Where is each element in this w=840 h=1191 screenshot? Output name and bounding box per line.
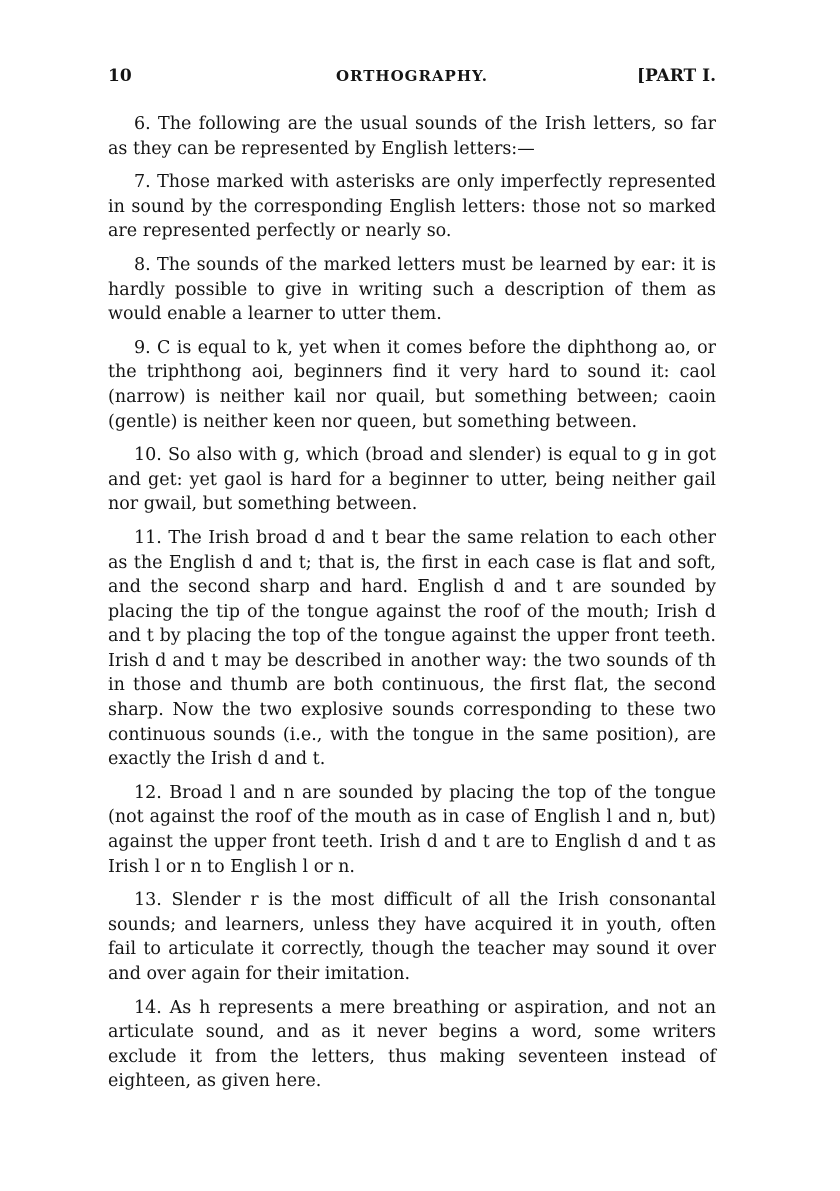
paragraph-number: 13. (134, 890, 162, 911)
paragraph-text: C is equal to k, yet when it comes before the diphthong ao, or the triphthong aoi, beginners find it very hard to sound it: caol (narrow) is neither kail nor quail, but something between; caoin (gentle) is neither keen nor queen, but something between. (108, 337, 716, 432)
paragraph-13 (108, 888, 716, 986)
paragraph-12 (108, 781, 716, 879)
paragraph-9 (108, 336, 716, 434)
book-page (108, 66, 716, 1103)
paragraph-text: Those marked with asterisks are only imperfectly represented in sound by the corresponding English letters: those not so marked are represented perfectly or nearly so. (108, 172, 716, 242)
paragraph-text: The following are the usual sounds of the Irish letters, so far as they can be represented by English letters:— (108, 114, 716, 159)
paragraph-7 (108, 170, 716, 244)
paragraph-8 (108, 253, 716, 327)
paragraph-text: The Irish broad d and t bear the same relation to each other as the English d and t; that is, the first in each case is flat and soft, and the second sharp and hard. English d and t are sounded by placing the tip of the tongue against the roof of the mouth; Irish d and t by placing the top of the tongue against the upper front teeth. Irish d and t may be described in another way: the two sounds of th in those and thumb are both continuous, the first flat, the second sharp. Now the two explosive sounds corresponding to these two continuous sounds (i.e., with the tongue in the same position), are exactly the Irish d and t. (108, 527, 716, 770)
paragraph-number: 8. (134, 254, 151, 275)
running-header (108, 66, 716, 88)
paragraph-text: As h represents a mere breathing or aspiration, and not an articulate sound, and as it never begins a word, some writers exclude it from the letters, thus making seventeen instead of eighteen, as given here. (108, 997, 716, 1092)
paragraph-text: Slender r is the most difficult of all the Irish consonantal sounds; and learners, unless they have acquired it in youth, often fail to articulate it correctly, though the teacher may sound it over and over again for their imitation. (108, 890, 716, 984)
paragraph-14 (108, 996, 716, 1094)
paragraph-11 (108, 526, 716, 772)
paragraph-number: 9. (134, 337, 151, 358)
paragraph-number: 14. (134, 997, 162, 1018)
paragraph-text: So also with g, which (broad and slender) is equal to g in got and get: yet gaol is hard for a beginner to utter, being neither gail nor gwail, but something between. (108, 445, 716, 515)
paragraph-10 (108, 443, 716, 517)
paragraph-text: Broad l and n are sounded by placing the top of the tongue (not against the roof of the mouth as in case of English l and n, but) against the upper front teeth. Irish d and t are to English d and t as Irish l or n to English l or n. (108, 782, 716, 877)
paragraph-number: 7. (134, 172, 151, 193)
running-title: ORTHOGRAPHY. (335, 67, 489, 85)
paragraph-number: 12. (134, 782, 162, 803)
part-label: [PART I. (636, 66, 716, 86)
paragraph-text: The sounds of the marked letters must be learned by ear: it is hardly possible to give in writing such a description of them as would enable a learner to utter them. (108, 254, 716, 325)
paragraph-number: 10. (134, 445, 162, 466)
page-number: 10 (108, 66, 132, 86)
paragraph-6 (108, 112, 716, 161)
paragraph-number: 6. (134, 114, 151, 134)
paragraph-number: 11. (134, 527, 162, 548)
